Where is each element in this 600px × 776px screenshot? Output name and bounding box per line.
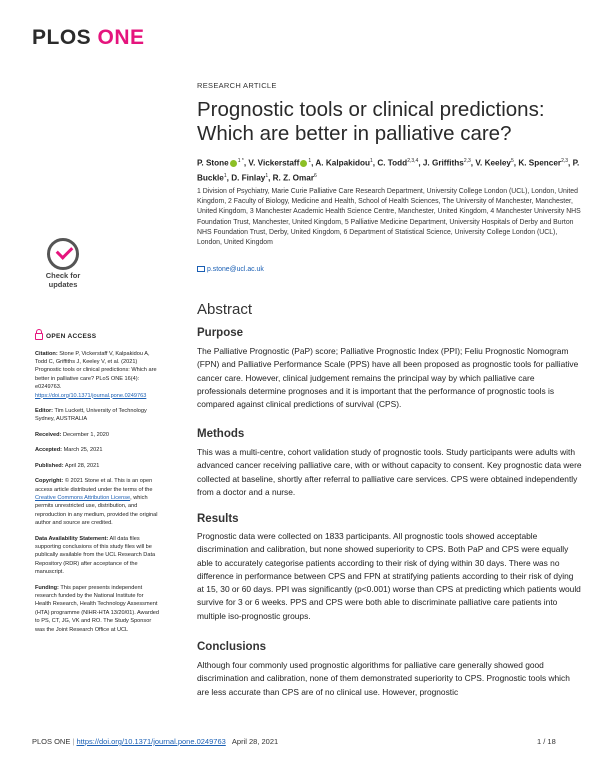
author-name[interactable]: , C. Todd: [372, 158, 408, 168]
author-name[interactable]: , V. Keeley: [470, 158, 511, 168]
data-availability-block: [35, 535, 160, 577]
author-name[interactable]: , D. Finlay: [226, 173, 266, 183]
abstract-heading: Abstract: [197, 301, 253, 318]
footer-date: April 28, 2021: [231, 737, 279, 746]
citation-label: Citation:: [35, 350, 58, 357]
author-name[interactable]: , A. Kalpakidou: [311, 158, 370, 168]
orcid-icon[interactable]: [230, 160, 237, 167]
open-access-text: OPEN ACCESS: [46, 333, 97, 341]
footer-doi-link[interactable]: https://doi.org/10.1371/journal.pone.0249763: [76, 737, 226, 746]
page-footer: [32, 737, 568, 746]
badge-line1: Check for: [45, 271, 81, 280]
published-label: Published:: [35, 462, 64, 469]
editor-label: Editor:: [35, 408, 54, 415]
results-text: Prognostic data were collected on 1833 participants. All prognostic tools showed acceptable discrimination and calibration, but none showed superiority to CPS. Both PaP and CPS were equally able to accurately categorise patients according to their risk of dying within 30 days. There was no difference in performance between CPS and FPN at stratifying patients according to their risk of dying at 15, 30 or 60 days. PPI was significantly (p<0.001) worse than CPS at predicting which patients would survive for 3 or 6 weeks. PPS and CPS were both able to discriminate palliative care patients into multiple iso-prognostic groups.: [197, 531, 581, 621]
article-type: RESEARCH ARTICLE: [197, 81, 277, 90]
author-sup: 2,3: [561, 158, 569, 164]
article-info-sidebar: [35, 333, 160, 641]
page-number: 1 / 18: [537, 737, 556, 746]
methods-heading: Methods: [197, 428, 245, 440]
envelope-icon: [197, 266, 205, 272]
copyright-text: © 2021 Stone et al. This is an open access article distributed under the terms of the: [35, 478, 153, 493]
journal-logo: [32, 26, 145, 50]
author-name[interactable]: P. Stone: [197, 158, 229, 168]
editor-block: [35, 407, 160, 424]
citation-doi-link[interactable]: https://doi.org/10.1371/journal.pone.0249763: [35, 392, 147, 399]
affiliations: 1 Division of Psychiatry, Marie Curie Palliative Care Research Department, University College London (UCL), London, United Kingdom, 2 Faculty of Biology, Medicine and Health, School of Health Sciences, The University of Manchester, Manchester, United Kingdom, 3 Manchester Academic Health Science Centre, Manchester, United Kingdom, 4 Manchester University NHS Foundation Trust, Manchester, United Kingdom, 5 Palliative Medicine Department, University Hospitals of Derby and Burton NHS Foundation Trust, Derby, United Kingdom, 6 Department of Statistical Science, University College London (UCL), London, United Kingdom: [197, 188, 581, 247]
copyright-block: [35, 477, 160, 527]
citation-text: Stone P, Vickerstaff V, Kalpakidou A, Todd C, Griffiths J, Keeley V, et al. (2021) Prognostic tools or clinical predictions: Which are better in palliative care? PLoS ONE 16(4): e0249763.: [35, 350, 157, 391]
funding-block: [35, 584, 160, 634]
check-for-updates-badge[interactable]: [35, 238, 91, 294]
methods-text: This was a multi-centre, cohort validation study of prognostic tools. Study participants were adults with advanced cancer receiving palliative care, with or without capacity to consent. Key prognostic data were collected at baseline, shortly after referral to palliative care services. CPS were obtained independently from a doctor and a nurse.: [197, 447, 582, 497]
author-sup: 5: [510, 158, 514, 164]
author-sup: 1: [223, 173, 227, 180]
accepted-block: [35, 446, 160, 454]
author-name[interactable]: , P. Buckle: [197, 158, 580, 183]
footer-separator: |: [72, 737, 75, 746]
author-name[interactable]: , K. Spencer: [513, 158, 562, 168]
conclusions-text: Although four commonly used prognostic algorithms for palliative care generally showed good discrimination and calibration, none of them demonstrated superiority to CPS. Prognostic tools which are less accurate than CPS are of no clinical use. However, prognostic: [197, 660, 570, 697]
received-label: Received:: [35, 431, 62, 438]
orcid-icon[interactable]: [300, 160, 307, 167]
logo-plos: PLOS: [32, 26, 92, 49]
author-sup: 1: [369, 158, 373, 164]
received-block: [35, 431, 160, 439]
data-availability-text: All data files supporting conclusions of this study files will be publically available from the UCL Research Data Repository (RDR) after acceptance of the manuscript.: [35, 535, 156, 576]
data-availability-label: Data Availability Statement:: [35, 535, 109, 542]
published-date: April 28, 2021: [63, 462, 100, 469]
author-name[interactable]: , R. Z. Omar: [268, 173, 315, 183]
copyright-text-2: , which permits unrestricted use, distribution, and reproduction in any medium, provided the original author and source are credited.: [35, 494, 158, 527]
logo-one: ONE: [97, 26, 145, 49]
accepted-date: March 25, 2021: [62, 447, 103, 454]
author-sup: 2,3: [463, 158, 471, 164]
author-sup: 1 *: [237, 158, 244, 164]
license-link[interactable]: Creative Commons Attribution License: [35, 494, 131, 501]
open-lock-icon: [35, 333, 43, 340]
results-heading: Results: [197, 513, 239, 525]
funding-text: This paper presents independent research funded by the National Institute for Health Research, Health Technology Assessment (HTA) programme (NIHR-HTA 13/20/01). Awarded to PS, CT, JG, VK and RO. The Study Sponsor was the Joint Research Office at UCL: [35, 584, 160, 633]
citation-block: [35, 350, 160, 400]
received-date: December 1, 2020: [61, 431, 110, 438]
email-link[interactable]: p.stone@ucl.ac.uk: [207, 266, 264, 273]
check-for-updates-icon: [47, 238, 79, 270]
author-sup: 1: [265, 173, 269, 180]
author-sup: 2,3,4: [407, 158, 419, 164]
purpose-text: The Palliative Prognostic (PaP) score; Palliative Prognostic Index (PPI); Feliu Prognostic Nomogram (FPN) and Palliative Performance Scale (PPS) have all been proposed as prognostic tools for palliative cancer care. However, clinical judgement remains the principal way by which palliative care professionals determine prognoses and it is important that the performance of prognostic tools is compared against clinical predictions of survival (CPS).: [197, 346, 579, 410]
published-block: [35, 462, 160, 470]
footer-journal: PLOS ONE: [32, 737, 71, 746]
funding-label: Funding:: [35, 584, 59, 591]
badge-text: [35, 272, 91, 289]
author-name[interactable]: , V. Vickerstaff: [243, 158, 300, 168]
editor-text: Tim Luckett, University of Technology Sydney, AUSTRALIA: [35, 408, 147, 423]
author-sup: 1: [308, 158, 312, 164]
author-sup: 6: [314, 173, 317, 180]
open-access-label: [35, 333, 160, 342]
badge-line2: updates: [48, 279, 78, 289]
purpose-heading: Purpose: [197, 327, 244, 339]
article-title: Prognostic tools or clinical predictions: Which are better in palliative care?: [197, 98, 545, 145]
conclusions-heading: Conclusions: [197, 641, 267, 653]
copyright-label: Copyright:: [35, 478, 64, 485]
author-list: [197, 155, 582, 185]
corresponding-email[interactable]: [197, 266, 264, 273]
accepted-label: Accepted:: [35, 447, 63, 454]
author-name[interactable]: , J. Griffiths: [418, 158, 464, 168]
